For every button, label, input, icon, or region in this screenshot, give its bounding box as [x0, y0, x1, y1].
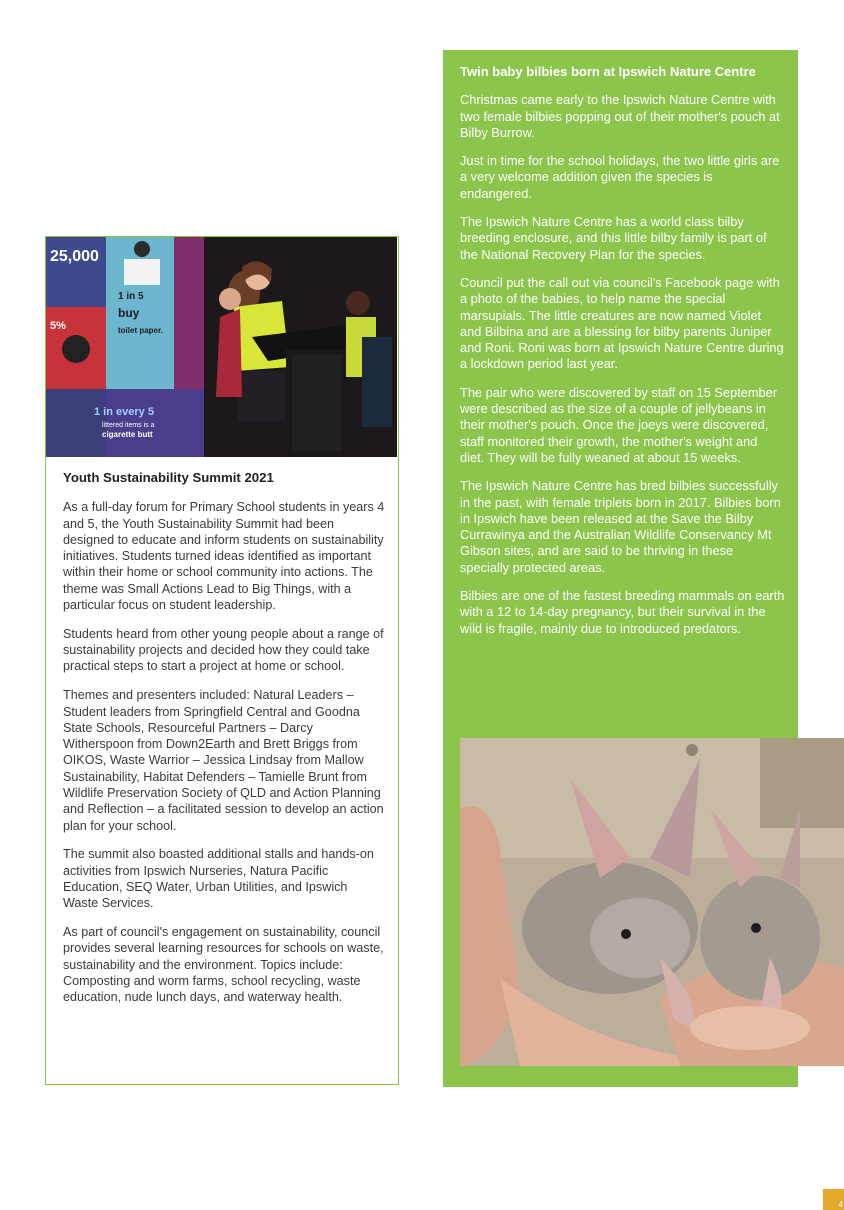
bilbies-paragraph-2: Just in time for the school holidays, the two little girls are a very welcome addition given the species is endangered. — [460, 153, 780, 201]
bilbies-photo — [460, 738, 844, 1066]
poster-butt-line2: cigarette butt — [102, 430, 153, 439]
bilbies-text — [460, 64, 785, 649]
bilbies-photo-illustration — [460, 738, 844, 1066]
poster-one-in-every-five: 1 in every 5 — [94, 406, 154, 418]
poster-one-in-five: 1 in 5 — [118, 291, 144, 302]
bilbies-paragraph-3: The Ipswich Nature Centre has a world class bilby breeding enclosure, and this little bilby family is part of the National Recovery Plan for the species. — [460, 214, 767, 262]
summit-paragraph-1: As a full-day forum for Primary School students in years 4 and 5, the Youth Sustainability Summit had been designed to educate and inform students on sustainability initiatives. Students turned ideas identified as important within their home or school community into actions. The theme was Small Actions Lead to Big Things, with a particular focus on student leadership. — [63, 500, 385, 613]
summit-paragraph-4: The summit also boasted additional stalls and hands-on activities from Ipswich Nurseries, Natura Pacific Education, SEQ Water, Urban Utilities, and Ipswich Waste Services. — [63, 847, 374, 911]
summit-article-box — [45, 236, 399, 1085]
page-number-tab — [823, 1189, 844, 1210]
summit-paragraph-5: As part of council's engagement on sustainability, council provides several learning resources for schools on waste, sustainability and the environment. Topics include: Composting and worm farms, school recycling, waste education, nude lunch days, and waterway health. — [63, 925, 384, 1005]
bilbies-paragraph-4: Council put the call out via council's Facebook page with a photo of the babies, to help name the special marsupials. The little creatures are now named Violet and Bilbina and are a blessing for bilby parents Juniper and Roni. Roni was born at Ipswich Nature Centre during a lockdown period last year. — [460, 274, 784, 372]
summit-photo-illustration — [46, 237, 397, 457]
bilbies-paragraph-6: The Ipswich Nature Centre has bred bilbies successfully in the past, with female triplets born in 2017. Bilbies born in Ipswich have been released at the Save the Bilby Currawinya and the Australian Wildlife Conservancy Mt Gibson sites, and are said to be thriving in these specially protected areas. — [460, 478, 781, 575]
summit-heading: Youth Sustainability Summit 2021 — [63, 470, 274, 485]
poster-percent: 5% — [50, 320, 66, 332]
poster-toilet-paper: toilet paper. — [118, 326, 163, 335]
bilbies-paragraph-7: Bilbies are one of the fastest breeding mammals on earth with a 12 to 14-day pregnancy, but their survival in the wild is fragile, mainly due to introduced predators. — [460, 588, 785, 636]
poster-buy: buy — [118, 306, 140, 320]
summit-text — [63, 470, 385, 1018]
poster-butt-line1: littered items is a — [102, 422, 155, 429]
bilbies-paragraph-5: The pair who were discovered by staff on 15 September were described as the size of a couple of jellybeans in their mother's pouch. Once the joeys were discovered, staff monitored their growth, the mother's weight and diet. They will be fully weaned at about 15 weeks. — [460, 384, 778, 465]
bilbies-paragraph-1: Christmas came early to the Ipswich Nature Centre with two female bilbies popping out of their mother's pouch at Bilby Burrow. — [460, 92, 780, 140]
poster-stat: 25,000 — [50, 248, 99, 265]
summit-paragraph-3: Themes and presenters included: Natural Leaders – Student leaders from Springfield Central and Goodna State Schools, Resourceful Partners – Darcy Witherspoon from Down2Earth and Brett Briggs from OIKOS, Waste Warrior – Jessica Lindsay from Mallow Sustainability, Habitat Defenders – Tamielle Brunt from Wildlife Preservation Society of QLD and Action Planning and Reflection – a facilitated session to develop an action plan for your school. — [63, 688, 384, 833]
summit-photo — [46, 237, 397, 457]
bilbies-heading: Twin baby bilbies born at Ipswich Nature Centre — [460, 64, 756, 79]
summit-paragraph-2: Students heard from other young people about a range of sustainability projects and decided how they could take practical steps to start a project at home or school. — [63, 626, 384, 674]
page-number: 4 — [838, 1200, 843, 1209]
